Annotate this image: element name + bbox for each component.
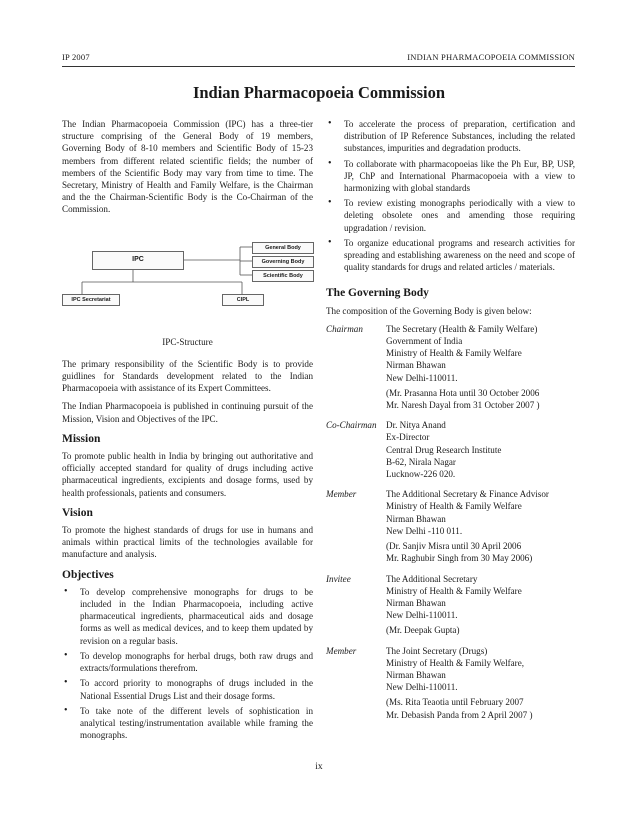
member-tenure-note: (Mr. Deepak Gupta)	[386, 625, 460, 636]
member-tenure-note: (Mr. Prasanna Hota until 30 October 2006	[386, 387, 540, 398]
member-address-line: Nirman Bhawan	[386, 669, 446, 680]
vision-text: To promote the highest standards of drugs for use in humans and animals within practical limits of the technologies available for manufacture and analysis.	[62, 525, 313, 560]
governing-member-entry	[326, 573, 575, 637]
running-header-right: INDIAN PHARMACOPOEIA COMMISSION	[407, 52, 575, 62]
member-details	[386, 323, 575, 411]
member-address-line: Ministry of Health & Family Welfare	[386, 585, 522, 596]
objective-item: • To develop comprehensive monographs for drugs to be included in the Indian Pharmacopoeia, including active pharmaceutical ingredients, pharmaceutical aids and dosage forms as well as medical devices, and to keep them updated by revision on a regular basis.	[62, 586, 313, 647]
member-address-line: The Secretary (Health & Family Welfare)	[386, 323, 538, 334]
member-role: Co-Chairman	[326, 420, 377, 431]
header-rule	[62, 66, 575, 67]
general-body-box: General Body	[252, 242, 314, 254]
member-details	[386, 645, 575, 721]
member-address-line: New Delhi-110011.	[386, 610, 458, 621]
governing-member-entry	[326, 419, 575, 480]
objective-item: • To organize educational programs and research activities for spreading and establishing awareness on the need and scope of quality standards for drugs and related articles / materials.	[326, 237, 575, 274]
governing-member-entry	[326, 488, 575, 564]
objectives-list-left	[62, 586, 313, 741]
left-column	[62, 118, 313, 744]
ipc-structure-diagram	[62, 238, 313, 330]
member-address-line: B-62, Nirala Nagar	[386, 456, 456, 467]
member-address-line: Nirman Bhawan	[386, 360, 446, 371]
diagram-caption: IPC-Structure	[162, 336, 213, 347]
member-address-line: Ministry of Health & Family Welfare	[386, 348, 522, 359]
member-role: Invitee	[326, 573, 351, 584]
member-details	[386, 419, 575, 480]
objective-item: • To accelerate the process of preparation, certification and distribution of IP Reference Substances, including the related substances, impurities and degradation products.	[326, 118, 575, 155]
governing-body-heading: The Governing Body	[326, 287, 429, 300]
publication-paragraph: The Indian Pharmacopoeia is published in continuing pursuit of the Mission, Vision and Objectives of the IPC.	[62, 401, 313, 424]
member-address-line: Ex-Director	[386, 432, 430, 443]
member-tenure-note: Mr. Debasish Panda from 2 April 2007 )	[386, 709, 533, 720]
cipl-box: CIPL	[222, 294, 264, 306]
member-role: Member	[326, 489, 357, 500]
right-column	[326, 118, 575, 729]
objective-item: • To develop monographs for herbal drugs, both raw drugs and extracts/formulations therefrom.	[62, 650, 313, 674]
governing-body-box: Governing Body	[252, 256, 314, 268]
member-address-line: Ministry of Health & Family Welfare	[386, 501, 522, 512]
objective-item: • To take note of the different levels of sophistication in analytical testing/instrumentation available while framing the monographs.	[62, 705, 313, 742]
page-title: Indian Pharmacopoeia Commission	[192, 83, 446, 102]
member-address-line: New Delhi-110011.	[386, 682, 458, 693]
scientific-body-paragraph: The primary responsibility of the Scientific Body is to provide guidlines for Standards development related to the Indian Pharmacopoeia with assistance of its Expert Committees.	[62, 358, 313, 394]
governing-member-entry	[326, 645, 575, 721]
member-address-line: Lucknow-226 020.	[386, 469, 456, 480]
member-address-line: Ministry of Health & Family Welfare,	[386, 657, 525, 668]
governing-body-intro: The composition of the Governing Body is given below:	[326, 305, 532, 316]
member-address-line: The Additional Secretary	[386, 573, 478, 584]
member-address-line: The Joint Secretary (Drugs)	[386, 645, 488, 656]
scientific-body-box: Scientific Body	[252, 270, 314, 282]
member-tenure-note: Mr. Raghubir Singh from 30 May 2006)	[386, 553, 533, 564]
member-address-line: The Additional Secretary & Finance Advisor	[386, 489, 549, 500]
member-role: Member	[326, 645, 357, 656]
mission-heading: Mission	[62, 432, 101, 445]
member-address-line: New Delhi -110 011.	[386, 525, 463, 536]
member-address-line: New Delhi-110011.	[386, 372, 458, 383]
ipc-box: IPC	[92, 251, 184, 270]
member-address-line: Nirman Bhawan	[386, 597, 446, 608]
member-tenure-note: Mr. Naresh Dayal from 31 October 2007 )	[386, 400, 540, 411]
objective-item: • To collaborate with pharmacopoeias like the Ph Eur, BP, USP, JP, ChP and International Pharmacopoeia with a view to harmonizing with global standards	[326, 158, 575, 195]
mission-text: To promote public health in India by bringing out authoritative and officially accepted standard for quality of drugs including active pharmaceutical ingredients, excipients and dosage forms, used by health professionals, patients and consumers.	[62, 451, 313, 498]
member-details	[386, 573, 575, 637]
objective-item: • To accord priority to monographs of drugs included in the National Essential Drugs List and their dosage forms.	[62, 677, 313, 701]
page-number: ix	[315, 762, 323, 772]
objectives-list-right	[326, 118, 575, 273]
objectives-heading: Objectives	[62, 568, 114, 581]
ipc-secretariat-box: IPC Secretariat	[62, 294, 120, 306]
member-address-line: Dr. Nitya Anand	[386, 420, 446, 431]
running-header-left: IP 2007	[62, 52, 90, 62]
member-address-line: Central Drug Research Institute	[386, 444, 502, 455]
intro-paragraph: The Indian Pharmacopoeia Commission (IPC) has a three-tier structure comprising of the General Body of 19 members, Governing Body of 8-10 members and Scientific Body of 15-23 members from different related scientific fields; the number of members of the Scientific Body may vary from time to time. The Secretary, Ministry of Health and Family Welfare, is the Chairman and the the Chairman-Scientific Body is the Co-Chairman of the Commission.	[62, 119, 313, 215]
objective-item: • To review existing monographs periodically with a view to deleting obsolete ones and amending those requiring upgradation / revision.	[326, 197, 575, 234]
member-details	[386, 488, 575, 564]
governing-body-members	[326, 323, 575, 721]
member-address-line: Government of India	[386, 336, 463, 347]
vision-heading: Vision	[62, 506, 93, 519]
member-tenure-note: (Dr. Sanjiv Misra until 30 April 2006	[386, 541, 522, 552]
governing-member-entry	[326, 323, 575, 411]
member-address-line: Nirman Bhawan	[386, 513, 446, 524]
member-tenure-note: (Ms. Rita Teaotia until February 2007	[386, 697, 524, 708]
member-role: Chairman	[326, 323, 363, 334]
